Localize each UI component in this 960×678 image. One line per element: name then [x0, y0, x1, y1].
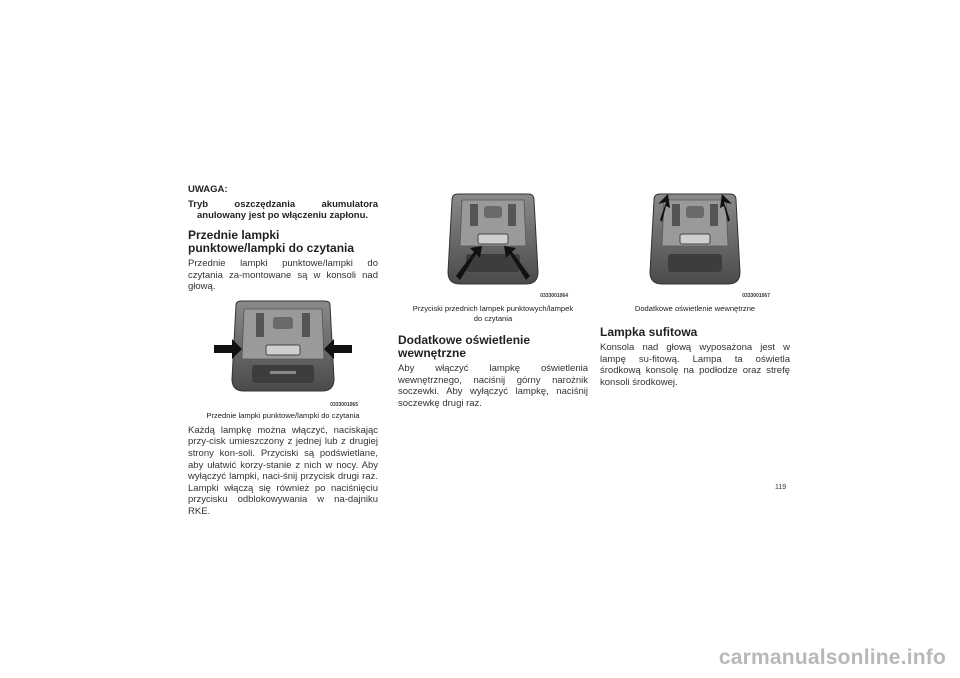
- column-right: [600, 190, 790, 388]
- console-buttons-illustration: [418, 190, 568, 290]
- note-text: Tryb oszczędzania akumulatora anulowany jest po włączeniu zapłonu.: [188, 199, 378, 221]
- figure-front-lamps: [208, 299, 358, 408]
- figure-code: 0333001067: [742, 293, 770, 299]
- column-middle: [398, 190, 588, 409]
- section-heading-interior-lights: Dodatkowe oświetlenie wewnętrzne: [398, 333, 531, 360]
- console-lens-illustration: [620, 190, 770, 290]
- figure-caption: Dodatkowe oświetlenie wewnętrzne: [634, 304, 756, 313]
- figure-code: 0333001064: [540, 293, 568, 299]
- section-heading-ceiling-lamp: Lampka sufitowa: [600, 325, 698, 339]
- page-number: 119: [775, 484, 787, 491]
- figure-caption: Przednie lampki punktowe/lampki do czytania: [206, 410, 360, 420]
- figure-lamp-buttons: [418, 190, 568, 299]
- section-body: Każdą lampkę można włączyć, naciskając przy-cisk umieszczony z jednej lub z drugiej strony kon-soli. Przyciski są podświetlane, aby ułatwić korzy-stanie z nich w nocy. Aby wyłączyć lampki, naci-śnij przycisk drugi raz. Lampki włączą się również po naciśnięciu przycisku odblokowywania w na-dajniku RKE.: [188, 424, 378, 517]
- section-heading-reading-lamps: Przednie lampki punktowe/lampki do czytania: [188, 228, 355, 255]
- figure-code: 0333001065: [330, 401, 358, 408]
- figure-interior-lights: [620, 190, 770, 299]
- column-left: [188, 184, 378, 518]
- section-body: Konsola nad głową wyposażona jest w lampę su-fitową. Lampa ta oświetla środkową konsolę na podłodze oraz strefę konsoli środkowej.: [600, 342, 790, 388]
- watermark: carmanualsonline.info: [718, 646, 946, 669]
- section-intro: Przednie lampki punktowe/lampki do czytania za-montowane są w konsoli nad głową.: [188, 258, 378, 293]
- section-body: Aby włączyć lampkę oświetlenia wewnętrznego, naciśnij górny narożnik soczewki. Aby wyłączyć lampkę, naciśnij soczewkę drugi raz.: [398, 363, 588, 409]
- figure-caption-line1: Przyciski przednich lampek punktowych/lampek: [412, 304, 574, 313]
- figure-caption-line2: do czytania: [473, 314, 513, 323]
- console-illustration: [208, 299, 358, 399]
- note-title: UWAGA:: [188, 184, 228, 195]
